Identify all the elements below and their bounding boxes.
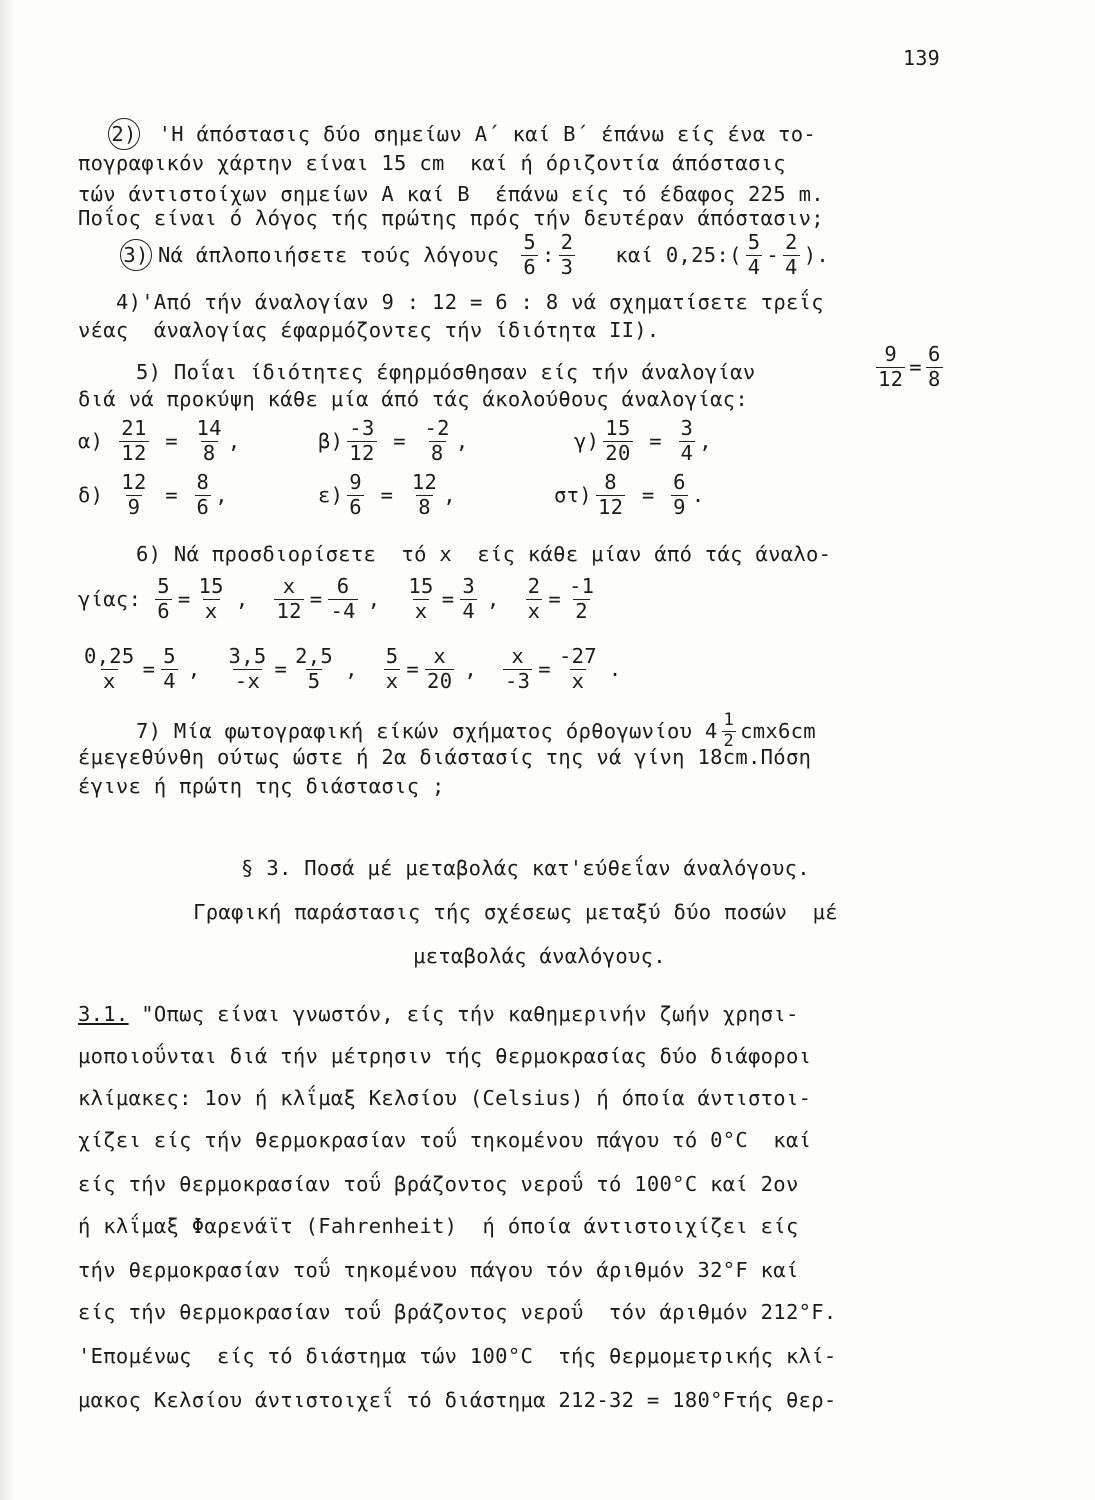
section-title-2: Γραφική παράστασις τής σχέσεως μεταξύ δύο ποσών μέ [193,900,838,924]
exercise-3-number: 3) [120,239,152,271]
exercise-4-line-2: νέας άναλογίας έφαρμόζοντες τήν ίδιότητα II). [78,318,660,342]
fraction: $\frac{-27}{x}$ [558,644,597,693]
paragraph-3-1-line-5: είς τήν θερμοκρασίαν τοΰ βράζοντος νεροΰ τό 100°C καί 2ον [78,1172,799,1196]
proportion-r2-2: $\frac{5}{x}$ = $\frac{x}{20}$ , [385,644,477,693]
fraction-5-6: $\frac{5}{6}$ [523,230,536,279]
fraction: $\frac{5}{x}$ [385,644,399,693]
fraction: $\frac{15}{x}$ [408,574,434,623]
paragraph-3-1-line-3: κλίμακες: 1ον ή κλΐμαξ Κελσίου (Celsius) ή όποία άντιστοι- [78,1086,812,1110]
exercise-7-line-1: 7) Μία φωτογραφική είκών σχήματος όρθογωνίου 4 $\frac{1}{2}$ cmx6cm [136,710,816,751]
fraction: $\frac{5}{4}$ [163,644,176,693]
proportion-alpha: α) $\frac{21}{12}$ = $\frac{14}{8}$ , [78,416,241,465]
exercise-3: 3) Νά άπλοποιήσετε τούς λόγους $\frac{5}{6}$ : $\frac{2}{3}$ καί 0,25:( $\frac{5}{4}$ - $\frac{2}{4}$ ). [120,232,829,278]
exercise-2-line-3: τών άντιστοίχων σημείων Α καί Β έπάνω είς τό έδαφος 225 m. [78,182,824,206]
proportion-r1-3: $\frac{2}{x}$ = $\frac{-1}{2}$ [527,574,595,623]
proportion-r2-0: $\frac{0,25}{x}$ = $\frac{5}{4}$ , [84,644,201,693]
exercise-2-line-4: Ποΐος είναι ό λόγος τής πρώτης πρός τήν δευτέραν άπόστασιν; [78,206,824,230]
exercise-7-line-2: έμεγεθύνθη ούτως ώστε ή 2α διάστασίς της νά γίνη 18cm.Πόση [78,745,812,769]
proportion-gamma: γ) $\frac{15}{20}$ = $\frac{3}{4}$ , [574,416,712,465]
paragraph-3-1-line-4: χίζει είς τήν θερμοκρασίαν τοΰ τηκομένου πάγου τό 0°C καί [78,1128,812,1152]
paragraph-label: 3.1. [78,1002,129,1026]
exercise-6-row-1: γίας: $\frac{5}{6}$ = $\frac{15}{x}$ , $\frac{x}{12}$ = $\frac{6}{-4}$ , $\frac{15}{x}$ = $\frac{3}{4}$ , $\frac{2}{x}$ = $\frac{-1}{2}$ [78,576,628,622]
paragraph-3-1-line-1: 3.1. "Οπως είναι γνωστόν, είς τήν καθημερινήν ζωήν χρησι- [78,1002,799,1026]
exercise-3-text: Νά άπλοποιήσετε τούς λόγους [158,243,500,268]
exercise-2-line-2: πογραφικόν χάρτην είναι 15 cm καί ή όριζοντία άπόστασις [78,151,786,175]
exercise-5-line-1: 5) Ποΐαι ίδιότητες έφηρμόσθησαν είς τήν άναλογίαν [136,360,756,384]
proportion-epsilon: ε) $\frac{9}{6}$ = $\frac{12}{8}$ , [318,470,456,519]
proportion-delta: δ) $\frac{12}{9}$ = $\frac{8}{6}$ , [78,470,228,519]
proportion-r1-0: $\frac{5}{6}$ = $\frac{15}{x}$ , [157,574,249,623]
exercise-6-line-1: 6) Νά προσδιορίσετε τό x είς κάθε μίαν άπό τάς άναλο- [136,542,832,566]
fraction: $\frac{3,5}{-x}$ [228,644,267,693]
paragraph-3-1-line-10: μακος Κελσίου άντιστοιχεΐ τό διάστημα 212-32 = 180°Fτής θερ- [78,1388,837,1412]
paragraph-3-1-line-2: μοποιοΰνται διά τήν μέτρησιν τής θερμοκρασίας δύο διάφοροι [78,1044,812,1068]
paragraph-3-1-line-8: είς τήν θερμοκρασίαν τοΰ βράζοντος νεροΰ τόν άριθμόν 212°F. [78,1300,837,1324]
exercise-2-line-1: 2) 'Η άπόστασις δύο σημείων Α΄ καί Β΄ έπάνω είς ένα το- [108,118,816,150]
fraction: $\frac{x}{-3}$ [505,644,531,693]
exercise-5-line-2: διά νά προκύψη κάθε μία άπό τάς άκολούθους άναλογίας: [78,387,749,411]
fraction: $\frac{2}{x}$ [527,574,541,623]
proportion-beta: β) $\frac{-3}{12}$ = $\frac{-2}{8}$ , [318,416,469,465]
exercise-5-proportion: $\frac{9}{12}$ = $\frac{6}{8}$ [878,342,941,391]
paragraph-3-1-line-7: τήν θερμοκρασίαν τοΰ τηκομένου πάγου τόν άριθμόν 32°F καί [78,1258,799,1282]
fraction-5-4: $\frac{5}{4}$ [747,230,761,279]
page-edge-shadow [0,0,14,1500]
fraction: $\frac{x}{20}$ [427,644,453,693]
fraction-2-3: $\frac{2}{3}$ [560,230,574,279]
fraction: $\frac{6}{-4}$ [330,574,356,623]
proportion-stigma-tau: στ) $\frac{8}{12}$ = $\frac{6}{9}$ . [554,470,705,519]
fraction: $\frac{x}{12}$ [276,574,302,623]
exercise-2-number: 2) [108,118,140,150]
proportion-r1-1: $\frac{x}{12}$ = $\frac{6}{-4}$ , [276,574,381,623]
paragraph-3-1-line-6: ή κλΐμαξ Φαρενάϊτ (Fahrenheit) ή όποία άντιστοιχίζει είς [78,1214,799,1238]
proportion-r2-3: $\frac{x}{-3}$ = $\frac{-27}{x}$ . [505,644,622,693]
fraction: $\frac{2,5}{5}$ [295,644,334,693]
paragraph-3-1-line-9: 'Επομένως είς τό διάστημα τών 100°C τής θερμομετρικής κλί- [78,1344,837,1368]
fraction: $\frac{-1}{2}$ [568,574,595,623]
exercise-7-line-3: έγινε ή πρώτη της διάστασις ; [78,774,445,798]
proportion-r1-2: $\frac{15}{x}$ = $\frac{3}{4}$ , [408,574,500,623]
fraction: $\frac{3}{4}$ [462,574,475,623]
page-number: 139 [903,46,941,70]
section-title-1: § 3. Ποσά μέ μεταβολάς κατ'εύθεΐαν άναλόγους. [241,856,810,880]
fraction-2-4: $\frac{2}{4}$ [785,230,798,279]
exercise-6-row-2 [78,646,644,692]
proportion-r2-1: $\frac{3,5}{-x}$ = $\frac{2,5}{5}$ , [228,644,358,693]
fraction: $\frac{5}{6}$ [157,574,170,623]
exercise-4-line-1: 4)'Από τήν άναλογίαν 9 : 12 = 6 : 8 νά σχηματίσετε τρεΐς [116,290,824,314]
section-title-3: μεταβολάς άναλόγους. [413,944,666,968]
fraction: $\frac{15}{x}$ [198,574,224,623]
fraction: $\frac{0,25}{x}$ [84,644,135,693]
